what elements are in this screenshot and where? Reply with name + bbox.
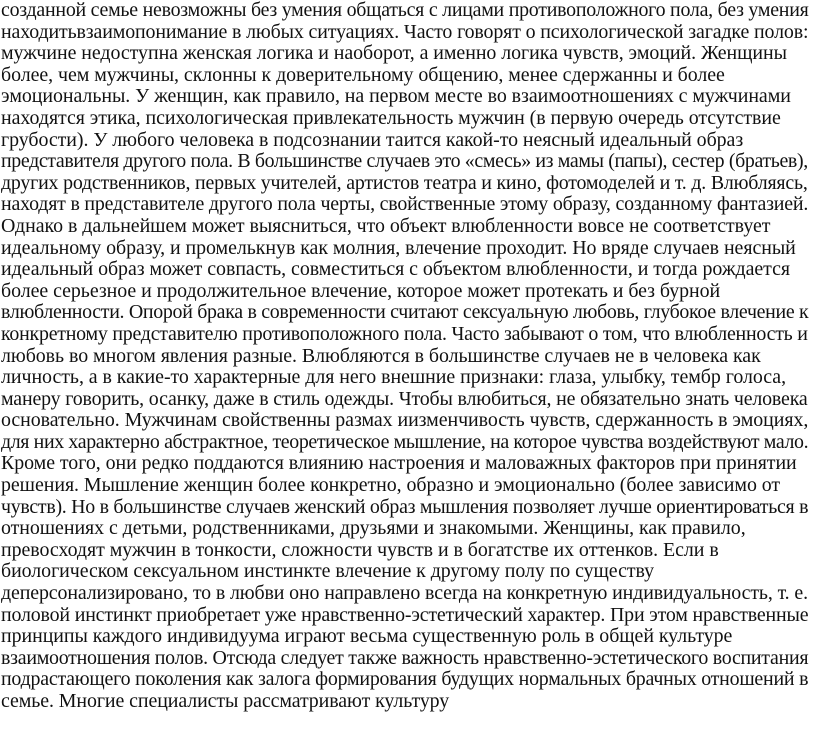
text-line: личность, а в какие-то характерные для него внешние признаки: глаза, улыбку, тембр голоса, <box>0 366 787 389</box>
text-line: чувств). Но в большинстве случаев женский образ мышления позволяет лучше ориентироваться в <box>0 495 809 518</box>
text-line: находят в представителе другого пола черты, свойственные этому образу, созданному фантазией. <box>0 193 809 216</box>
text-line: для них характерно абстрактное, теоретическое мышление, на которое чувства воздействуют мало. <box>0 430 809 453</box>
text-line: принципы каждого индивидуума играют весьма существенную роль в общей культуре <box>0 625 733 648</box>
text-line: превосходят мужчин в тонкости, сложности чувств и в богатстве их оттенков. Если в <box>0 538 719 561</box>
text-line: семье. Многие специалисты рассматривают культуру <box>0 690 450 712</box>
text-line: решения. Мышление женщин более конкретно, образно и эмоционально (более зависимо от <box>0 474 781 497</box>
text-line: любовь во многом явления разные. Влюбляются в большинстве случаев не в человека как <box>0 344 761 367</box>
text-line: представителя другого пола. В большинстве случаев это «смесь» из мамы (папы), сестер (братьев), <box>0 150 808 173</box>
text-line: грубости). У любого человека в подсознании таится какой-то неясный идеальный образ <box>0 128 744 151</box>
text-line: деперсонализировано, то в любви оно направлено всегда на конкретную индивидуальность, т. е. <box>0 582 808 605</box>
text-line: идеальному образу, и промелькнув как молния, влечение проходит. Но вряде случаев неясный <box>0 236 796 259</box>
text-line: созданной семье невозможны без умения общаться с лицами противоположного пола, без умения <box>0 0 809 21</box>
text-line: биологическом сексуальном инстинкте влечение к другому полу по существу <box>0 560 655 583</box>
text-line: идеальный образ может совпасть, совместиться с объектом влюбленности, и тогда рождается <box>0 258 790 281</box>
text-line: Кроме того, они редко поддаются влиянию настроения и маловажных факторов при принятии <box>0 452 797 475</box>
text-line: конкретному представителю противоположного пола. Часто забывают о том, что влюбленность и <box>0 322 808 345</box>
text-line: находятся этика, психологическая привлекательность мужчин (в первую очередь отсутствие <box>0 106 781 129</box>
text-line: основательно. Мужчинам свойственны размах иизменчивость чувств, сдержанность в эмоциях, <box>0 409 809 432</box>
text-line: более серьезное и продолжительное влечение, которое может протекать и без бурной <box>0 279 721 302</box>
text-line: влюбленности. Опорой брака в современности считают сексуальную любовь, глубокое влечение к <box>0 301 809 324</box>
text-line: отношениях с детьми, родственниками, друзьями и знакомыми. Женщины, как правило, <box>0 517 746 540</box>
text-line: подрастающего поколения как залога формирования будущих нормальных брачных отношений в <box>0 668 809 691</box>
text-line: более, чем мужчины, склонны к доверительному общению, менее сдержанны и более <box>0 63 725 86</box>
text-line: находитьвзаимопонимание в любых ситуациях. Часто говорят о психологической загадке полов: <box>0 20 809 43</box>
text-line: других родственников, первых учителей, артистов театра и кино, фотомоделей и т. д. Влюбляясь, <box>0 171 808 194</box>
text-line: взаимоотношения полов. Отсюда следует также важность нравственно-эстетического воспитания <box>0 646 809 669</box>
text-line: Однако в дальнейшем может выясниться, что объект влюбленности вовсе не соответствует <box>0 214 771 237</box>
text-line: мужчине недоступна женская логика и наоборот, а именно логика чувств, эмоций. Женщины <box>0 42 787 65</box>
text-line: манеру говорить, осанку, даже в стиль одежды. Чтобы влюбиться, не обязательно знать человека <box>0 387 808 410</box>
text-line: эмоциональны. У женщин, как правило, на первом месте во взаимоотношениях с мужчинами <box>0 85 791 108</box>
text-line: половой инстинкт приобретает уже нравственно-эстетический характер. При этом нравственные <box>0 603 809 626</box>
